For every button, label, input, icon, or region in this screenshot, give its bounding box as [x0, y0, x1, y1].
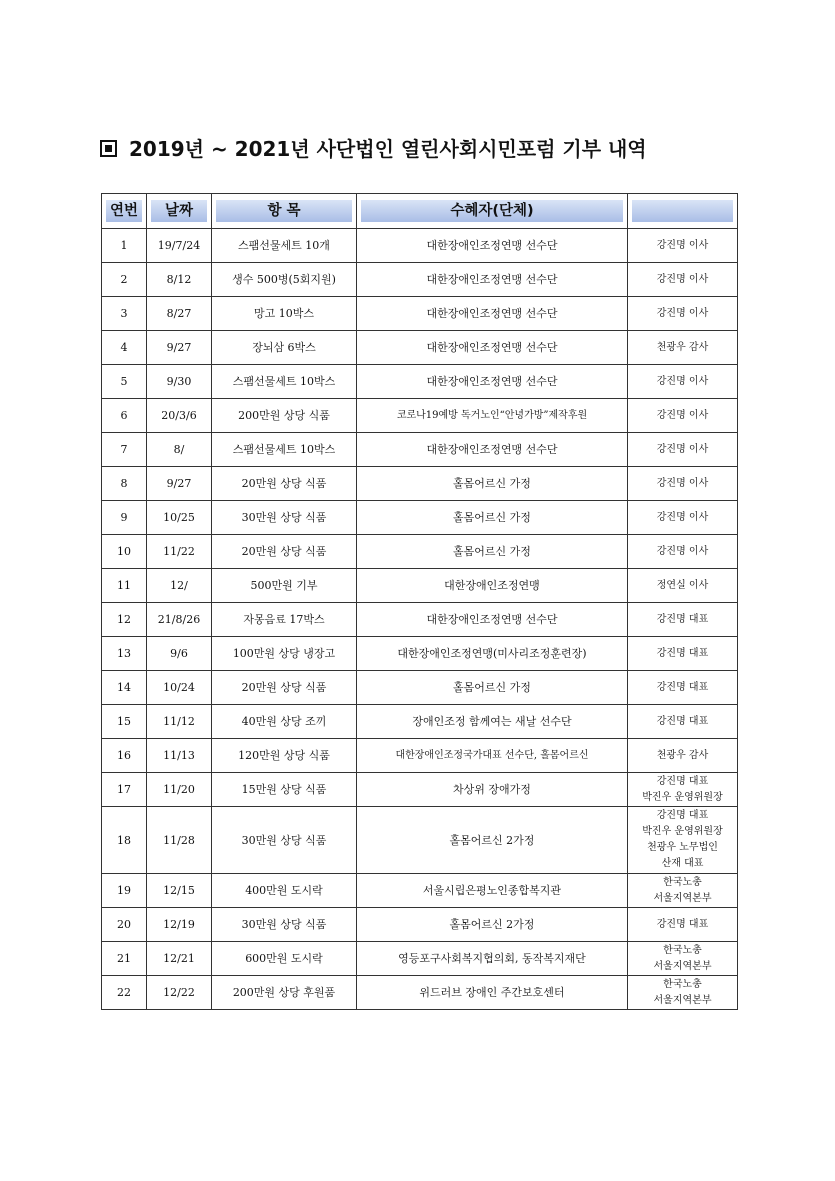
cell-item: 100만원 상당 냉장고 [212, 637, 357, 671]
document-title-text: 2019년 ~ 2021년 사단법인 열린사회시민포럼 기부 내역 [129, 137, 647, 161]
donor-line: 박진우 운영위원장 [642, 826, 723, 837]
cell-item: 스팸선물세트 10개 [212, 229, 357, 263]
cell-recipient: 홀몸어르신 가정 [357, 501, 628, 535]
cell-recipient: 서울시립은평노인종합복지관 [357, 874, 628, 908]
cell-no: 15 [102, 705, 147, 739]
cell-recipient: 홀몸어르신 2가정 [357, 807, 628, 874]
cell-donor [628, 671, 738, 705]
donor-line: 강진명 대표 [656, 613, 709, 625]
cell-recipient: 대한장애인조정연맹 선수단 [357, 297, 628, 331]
cell-no: 5 [102, 365, 147, 399]
cell-recipient: 대한장애인조정연맹 선수단 [357, 603, 628, 637]
cell-date: 12/22 [147, 976, 212, 1010]
donor-line: 강진명 대표 [656, 681, 709, 693]
cell-item: 30만원 상당 식품 [212, 908, 357, 942]
cell-recipient: 대한장애인조정연맹 선수단 [357, 365, 628, 399]
cell-donor [628, 773, 738, 807]
cell-item: 30만원 상당 식품 [212, 501, 357, 535]
cell-date: 8/27 [147, 297, 212, 331]
donor-line: 강진명 대표 [656, 715, 709, 727]
cell-recipient: 대한장애인조정연맹 선수단 [357, 229, 628, 263]
cell-recipient: 홀몸어르신 가정 [357, 467, 628, 501]
cell-donor [628, 705, 738, 739]
donor-line: 천광우 노무법인 [647, 842, 718, 853]
donor-line: 강진명 이사 [656, 511, 709, 523]
cell-recipient: 대한장애인조정연맹 선수단 [357, 433, 628, 467]
table-row [102, 229, 738, 263]
cell-item: 30만원 상당 식품 [212, 807, 357, 874]
cell-no: 10 [102, 535, 147, 569]
cell-date: 8/ [147, 433, 212, 467]
cell-no: 16 [102, 739, 147, 773]
donor-line: 천광우 감사 [656, 749, 709, 761]
donor-line: 강진명 이사 [656, 443, 709, 455]
cell-item: 스팸선물세트 10박스 [212, 365, 357, 399]
cell-date: 11/13 [147, 739, 212, 773]
donor-line: 강진명 이사 [656, 375, 709, 387]
cell-donor [628, 908, 738, 942]
cell-recipient: 코로나19예방 독거노인“안녕가방”제작후원 [357, 399, 628, 433]
cell-recipient: 위드러브 장애인 주간보호센터 [357, 976, 628, 1010]
table-row [102, 773, 738, 807]
cell-donor [628, 399, 738, 433]
donor-line: 정연실 이사 [656, 579, 709, 591]
document-title [100, 133, 647, 165]
table-row [102, 942, 738, 976]
cell-donor [628, 976, 738, 1010]
table-row [102, 976, 738, 1010]
cell-item: 20만원 상당 식품 [212, 671, 357, 705]
cell-no: 7 [102, 433, 147, 467]
cell-no: 20 [102, 908, 147, 942]
cell-no: 1 [102, 229, 147, 263]
cell-date: 10/24 [147, 671, 212, 705]
donor-line: 한국노총 [663, 876, 702, 888]
cell-date: 8/12 [147, 263, 212, 297]
table-row [102, 671, 738, 705]
cell-item: 120만원 상당 식품 [212, 739, 357, 773]
table-row [102, 874, 738, 908]
cell-no: 9 [102, 501, 147, 535]
donor-line: 강진명 이사 [656, 545, 709, 557]
cell-no: 13 [102, 637, 147, 671]
table-header-row [102, 194, 738, 229]
donor-line: 서울지역본부 [653, 994, 712, 1006]
donor-line: 서울지역본부 [653, 892, 712, 904]
cell-item: 망고 10박스 [212, 297, 357, 331]
cell-item: 장뇌삼 6박스 [212, 331, 357, 365]
cell-date: 19/7/24 [147, 229, 212, 263]
table-row [102, 535, 738, 569]
table-row [102, 501, 738, 535]
table-row [102, 603, 738, 637]
cell-recipient: 대한장애인조정연맹 선수단 [357, 263, 628, 297]
table-row [102, 263, 738, 297]
cell-no: 18 [102, 807, 147, 874]
cell-donor [628, 433, 738, 467]
cell-donor [628, 263, 738, 297]
cell-item: 200만원 상당 식품 [212, 399, 357, 433]
cell-donor [628, 229, 738, 263]
cell-no: 14 [102, 671, 147, 705]
cell-item: 500만원 기부 [212, 569, 357, 603]
table-row [102, 569, 738, 603]
table-row [102, 705, 738, 739]
cell-date: 9/30 [147, 365, 212, 399]
donor-line: 한국노총 [663, 944, 702, 956]
table-row [102, 467, 738, 501]
cell-no: 8 [102, 467, 147, 501]
cell-date: 20/3/6 [147, 399, 212, 433]
cell-donor [628, 365, 738, 399]
cell-item: 스팸선물세트 10박스 [212, 433, 357, 467]
cell-date: 12/ [147, 569, 212, 603]
cell-item: 600만원 도시락 [212, 942, 357, 976]
cell-item: 20만원 상당 식품 [212, 467, 357, 501]
cell-recipient: 대한장애인조정연맹 선수단 [357, 331, 628, 365]
donor-line: 강진명 이사 [656, 477, 709, 489]
cell-no: 6 [102, 399, 147, 433]
cell-date: 11/12 [147, 705, 212, 739]
donor-line: 강진명 이사 [656, 239, 709, 251]
square-bullet-icon [100, 140, 117, 157]
cell-date: 21/8/26 [147, 603, 212, 637]
cell-item: 40만원 상당 조끼 [212, 705, 357, 739]
cell-date: 12/21 [147, 942, 212, 976]
cell-donor [628, 807, 738, 874]
cell-no: 19 [102, 874, 147, 908]
cell-no: 2 [102, 263, 147, 297]
donor-line: 박진우 운영위원장 [642, 791, 723, 803]
cell-date: 11/22 [147, 535, 212, 569]
table-row [102, 908, 738, 942]
cell-item: 자몽음료 17박스 [212, 603, 357, 637]
table-row [102, 297, 738, 331]
donor-line: 강진명 이사 [656, 409, 709, 421]
cell-no: 17 [102, 773, 147, 807]
cell-date: 11/20 [147, 773, 212, 807]
donation-table [101, 193, 738, 1010]
cell-date: 10/25 [147, 501, 212, 535]
cell-donor [628, 535, 738, 569]
cell-recipient: 홀몸어르신 가정 [357, 671, 628, 705]
cell-no: 11 [102, 569, 147, 603]
cell-date: 9/27 [147, 467, 212, 501]
cell-date: 12/19 [147, 908, 212, 942]
cell-donor [628, 501, 738, 535]
cell-recipient: 대한장애인조정연맹 [357, 569, 628, 603]
cell-item: 200만원 상당 후원품 [212, 976, 357, 1010]
cell-donor [628, 874, 738, 908]
cell-donor [628, 467, 738, 501]
cell-donor [628, 603, 738, 637]
cell-date: 9/6 [147, 637, 212, 671]
donor-line: 산재 대표 [661, 858, 704, 869]
cell-no: 22 [102, 976, 147, 1010]
table-row [102, 739, 738, 773]
table-row [102, 807, 738, 874]
cell-recipient: 대한장애인조정국가대표 선수단, 홀몸어르신 [357, 739, 628, 773]
header-no: 연번 [102, 194, 147, 229]
donor-line: 천광우 감사 [656, 341, 709, 353]
cell-item: 400만원 도시락 [212, 874, 357, 908]
donor-line: 강진명 대표 [656, 810, 709, 821]
cell-recipient: 홀몸어르신 가정 [357, 535, 628, 569]
cell-item: 15만원 상당 식품 [212, 773, 357, 807]
table-row [102, 399, 738, 433]
table-row [102, 365, 738, 399]
donor-line: 강진명 대표 [656, 918, 709, 930]
cell-no: 21 [102, 942, 147, 976]
header-donor [628, 194, 738, 229]
header-item: 항 목 [212, 194, 357, 229]
donor-line: 서울지역본부 [653, 960, 712, 972]
cell-donor [628, 942, 738, 976]
cell-item: 20만원 상당 식품 [212, 535, 357, 569]
cell-no: 4 [102, 331, 147, 365]
cell-no: 12 [102, 603, 147, 637]
donor-line: 강진명 대표 [656, 775, 709, 787]
donor-line: 강진명 대표 [656, 647, 709, 659]
header-recipient: 수혜자(단체) [357, 194, 628, 229]
cell-recipient: 차상위 장애가정 [357, 773, 628, 807]
cell-donor [628, 739, 738, 773]
cell-recipient: 영등포구사회복지협의회, 동작복지재단 [357, 942, 628, 976]
cell-donor [628, 637, 738, 671]
cell-recipient: 대한장애인조정연맹(미사리조정훈련장) [357, 637, 628, 671]
table-row [102, 433, 738, 467]
cell-donor [628, 331, 738, 365]
table-row [102, 331, 738, 365]
donor-line: 강진명 이사 [656, 273, 709, 285]
cell-recipient: 장애인조정 함께여는 새날 선수단 [357, 705, 628, 739]
cell-item: 생수 500병(5회지원) [212, 263, 357, 297]
cell-date: 12/15 [147, 874, 212, 908]
cell-date: 9/27 [147, 331, 212, 365]
header-date: 날짜 [147, 194, 212, 229]
cell-date: 11/28 [147, 807, 212, 874]
donor-line: 강진명 이사 [656, 307, 709, 319]
cell-recipient: 홀몸어르신 2가정 [357, 908, 628, 942]
table-row [102, 637, 738, 671]
cell-no: 3 [102, 297, 147, 331]
table-body [102, 229, 738, 1010]
cell-donor [628, 297, 738, 331]
cell-donor [628, 569, 738, 603]
donor-line: 한국노총 [663, 978, 702, 990]
